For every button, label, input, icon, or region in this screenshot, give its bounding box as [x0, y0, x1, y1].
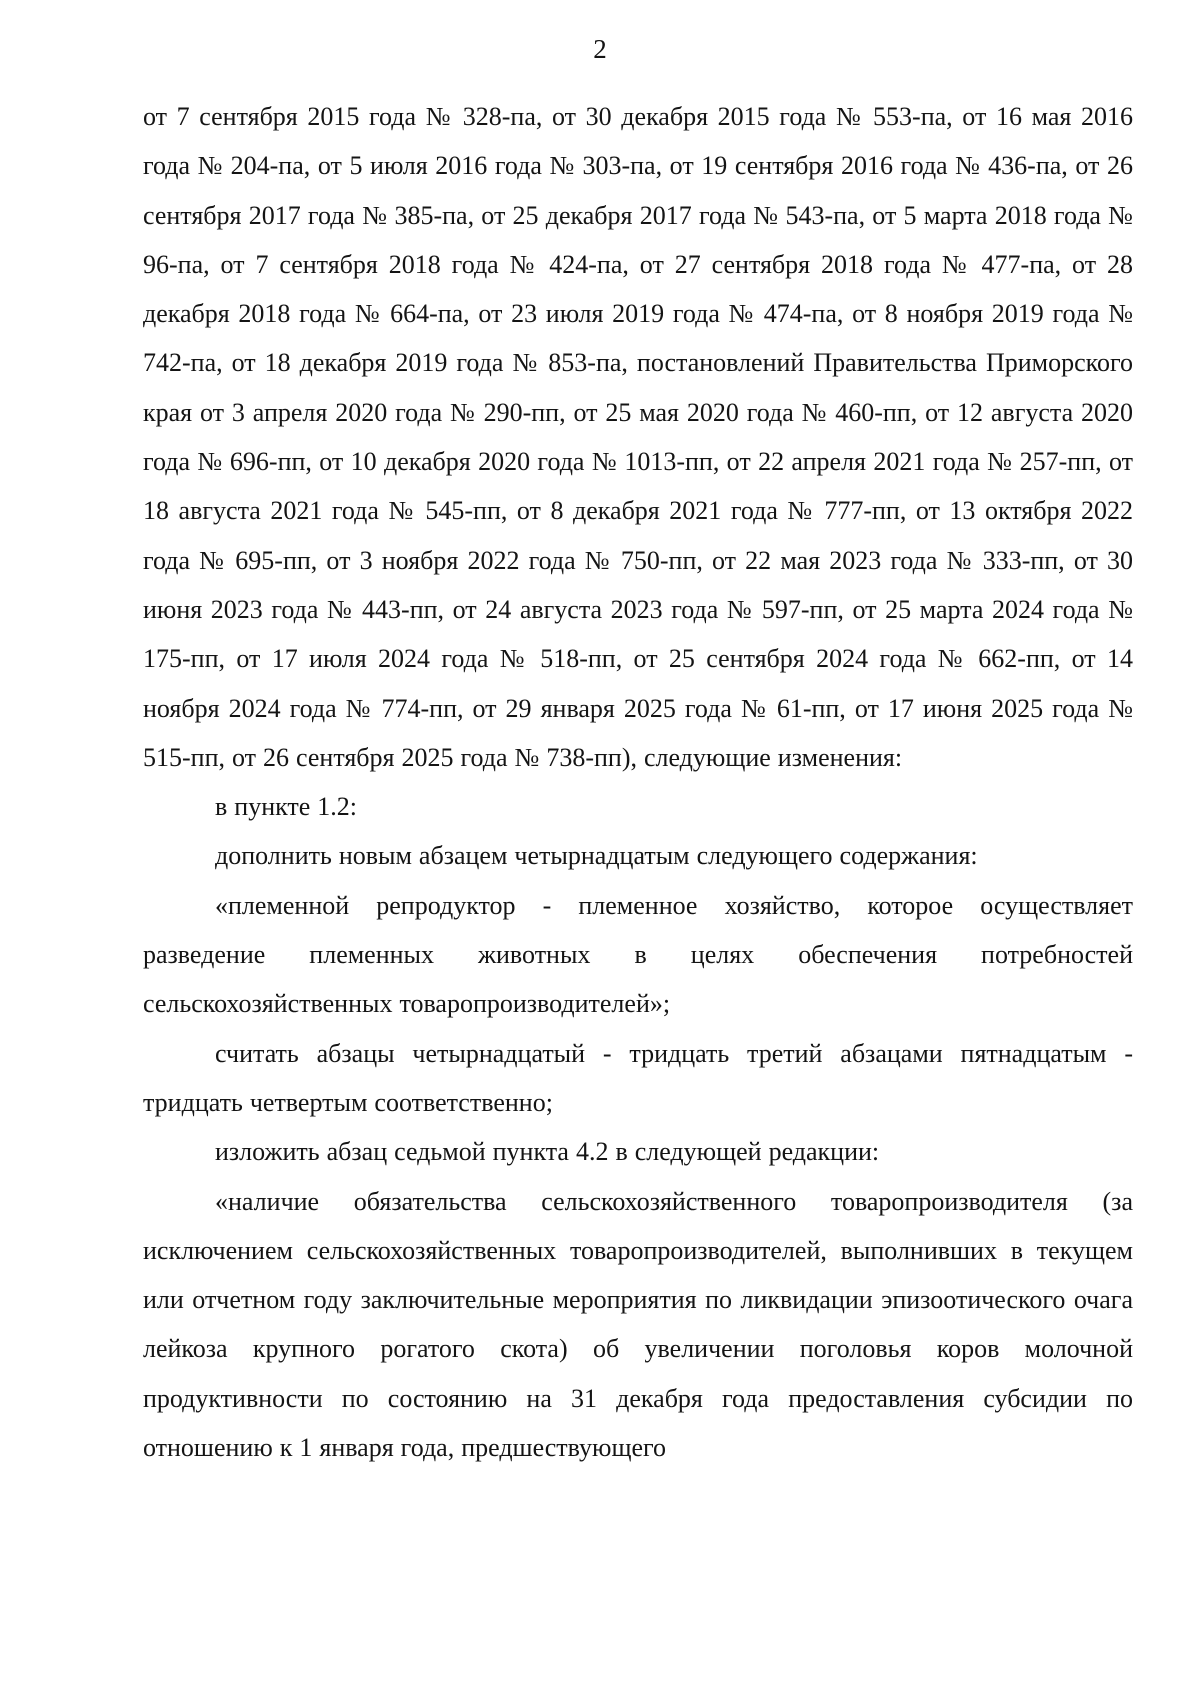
paragraph-restate-clause-4-2: изложить абзац седьмой пункта 4.2 в следующей редакции:	[215, 1137, 880, 1167]
paragraph-amendment-list: от 7 сентября 2015 года № 328-па, от 30 декабря 2015 года № 553-па, от 16 мая 2016 года № 204-па, от 5 июля 2016 года № 303-па, от 19 сентября 2016 года № 436-па, от 26 сентября 2017 года № 385-па, от 25 декабря 2017 года № 543-па, от 5 марта 2018 года № 96-па, от 7 сентября 2018 года № 424-па, от 27 сентября 2018 года № 477-па, от 28 декабря 2018 года № 664-па, от 23 июля 2019 года № 474-па, от 8 ноября 2019 года № 742-па, от 18 декабря 2019 года № 853-па, постановлений Правительства Приморского края от 3 апреля 2020 года № 290-пп, от 25 мая 2020 года № 460-пп, от 12 августа 2020 года № 696-пп, от 10 декабря 2020 года № 1013-пп, от 22 апреля 2021 года № 257-пп, от 18 августа 2021 года № 545-пп, от 8 декабря 2021 года № 777-пп, от 13 октября 2022 года № 695-пп, от 3 ноября 2022 года № 750-пп, от 22 мая 2023 года № 333-пп, от 30 июня 2023 года № 443-пп, от 24 августа 2023 года № 597-пп, от 25 марта 2024 года № 175-пп, от 17 июля 2024 года № 518-пп, от 25 сентября 2024 года № 662-пп, от 14 ноября 2024 года № 774-пп, от 29 января 2025 года № 61-пп, от 17 июня 2025 года № 515-пп, от 26 сентября 2025 года № 738-пп), следующие изменения:	[143, 102, 1133, 772]
paragraph-breeding-reproducer-definition: «племенной репродуктор - племенное хозяйство, которое осуществляет разведение племенных животных в целях обеспечения потребностей сельскохозяйственных товаропроизводителей»;	[143, 890, 1133, 1019]
paragraph-obligation-text: «наличие обязательства сельскохозяйственного товаропроизводителя (за исключением сельскохозяйственных товаропроизводителей, выполнивших в текущем или отчетном году заключительные мероприятия по ликвидации эпизоотического очага лейкоза крупного рогатого скота) об увеличении поголовья коров молочной продуктивности по состоянию на 31 декабря года предоставления субсидии по отношению к 1 января года, предшествующего	[143, 1186, 1133, 1463]
paragraph-renumber-clauses: считать абзацы четырнадцатый - тридцать третий абзацами пятнадцатым - тридцать четвертым соответственно;	[143, 1038, 1133, 1117]
page-number: 2	[593, 34, 607, 64]
paragraph-clause-1-2: в пункте 1.2:	[215, 792, 358, 822]
paragraph-add-new-clause: дополнить новым абзацем четырнадцатым следующего содержания:	[215, 841, 978, 871]
document-body	[143, 92, 1133, 1472]
